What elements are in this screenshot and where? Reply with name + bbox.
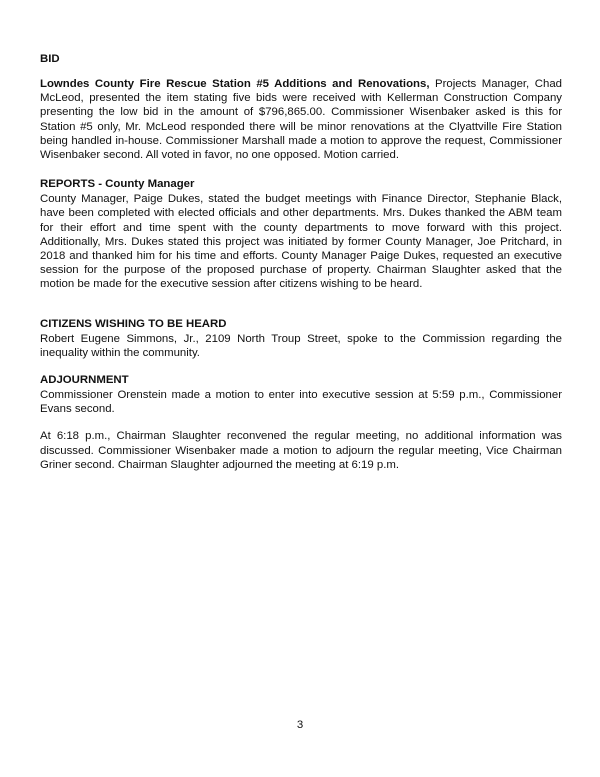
reports-section	[40, 177, 562, 291]
adjournment-section	[40, 373, 562, 472]
bid-paragraph	[40, 77, 562, 162]
citizens-heading: CITIZENS WISHING TO BE HEARD	[40, 317, 227, 330]
bid-section	[40, 52, 562, 162]
page-number: 3	[296, 719, 304, 731]
adjournment-paragraph-2: At 6:18 p.m., Chairman Slaughter reconvened the regular meeting, no additional information was discussed. Commissioner Wisenbaker made a motion to adjourn the regular meeting, Vice Chairman Griner second. Chairman Slaughter adjourned the meeting at 6:19 p.m.	[40, 430, 562, 471]
adjournment-heading: ADJOURNMENT	[40, 374, 129, 387]
citizens-section	[40, 317, 562, 360]
bid-body: Projects Manager, Chad McLeod, presented the item stating five bids were received with Kellerman Construction Company presenting the low bid in the amount of $796,865.00. Commissioner Wisenbaker asked is this for Station #5 only, Mr. McLeod responded there will be minor renovations at the Clyattville Fire Station being handled in-house. Commissioner Marshall made a motion to approve the request, Commissioner Wisenbaker second. All voted in favor, no one opposed. Motion carried.	[40, 78, 563, 162]
adjournment-paragraph-1: Commissioner Orenstein made a motion to enter into executive session at 5:59 p.m., Commissioner Evans second.	[40, 389, 562, 416]
reports-heading: REPORTS - County Manager	[40, 178, 195, 191]
bid-heading: BID	[40, 53, 60, 65]
citizens-paragraph: Robert Eugene Simmons, Jr., 2109 North Troup Street, spoke to the Commission regarding the inequality within the community.	[40, 332, 562, 359]
bid-item-title: Lowndes County Fire Rescue Station #5 Additions and Renovations,	[40, 78, 430, 90]
reports-paragraph: County Manager, Paige Dukes, stated the budget meetings with Finance Director, Stephanie Black, have been completed with elected officials and other departments. Mrs. Dukes thanked the ABM team for their effort and time spent with the county departments to move forward with this project. Additionally, Mrs. Dukes stated this project was initiated by former County Manager, Joe Pritchard, in 2018 and thanked him for his time and efforts. County Manager Paige Dukes, requested an executive session for the purpose of the proposed purchase of property. Chairman Slaughter asked that the motion be made for the executive session after citizens wishing to be heard.	[40, 193, 562, 291]
document-page	[40, 52, 562, 472]
